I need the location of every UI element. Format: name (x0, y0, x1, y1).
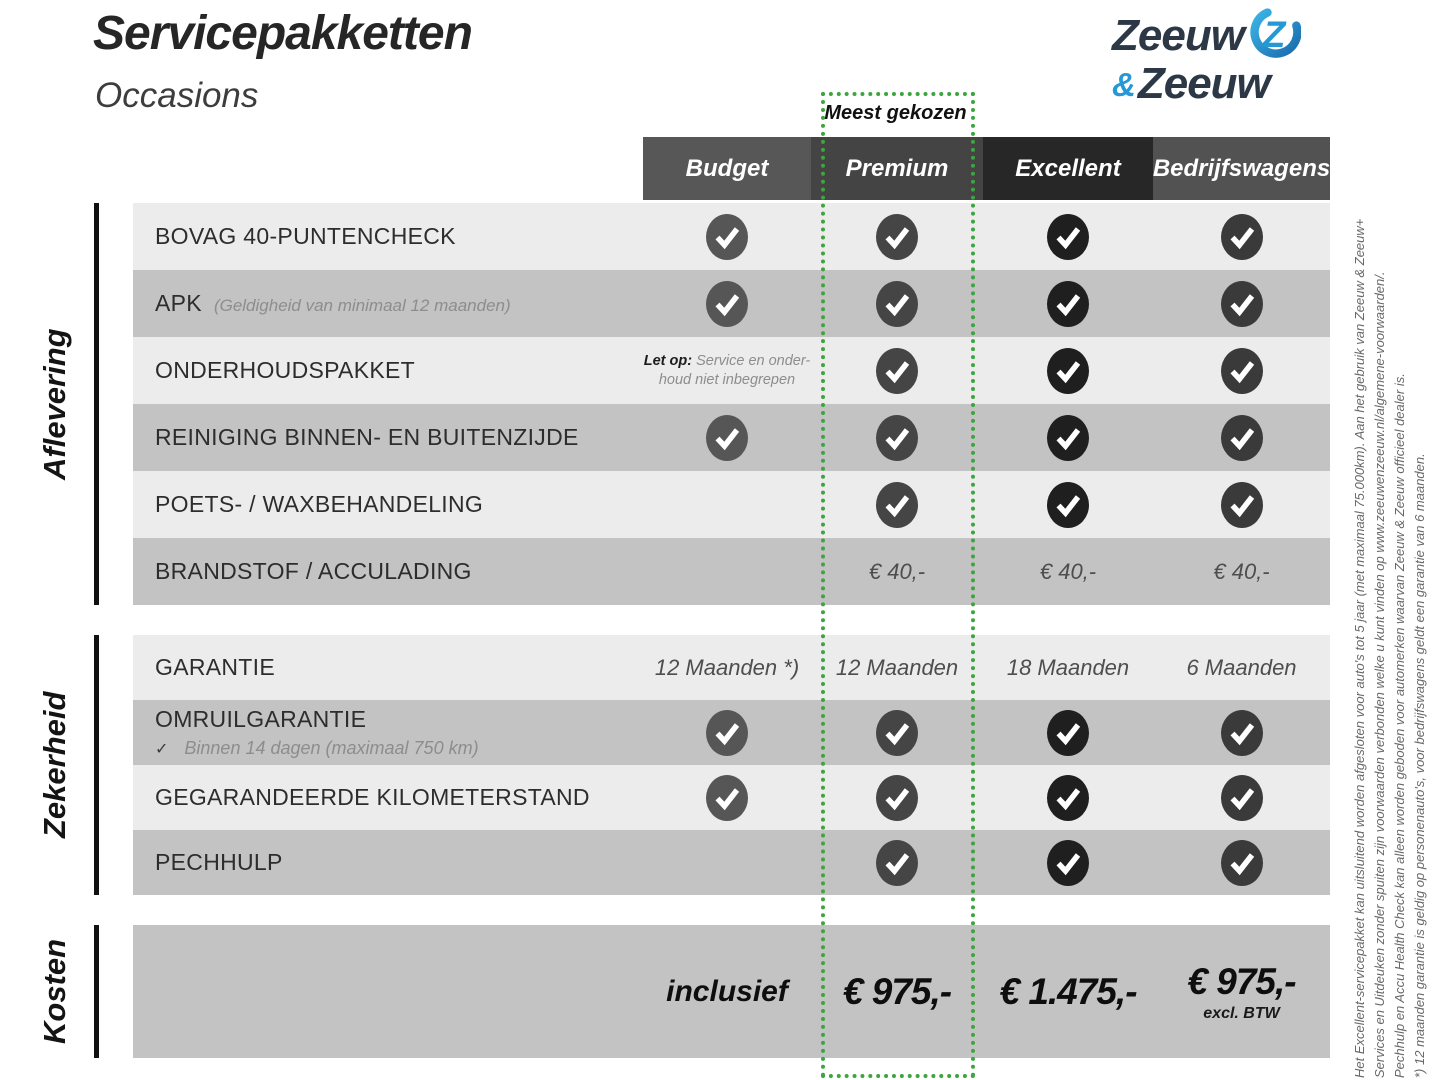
cell-premium-apk (811, 270, 983, 337)
check-icon (1221, 348, 1263, 394)
check-icon (1221, 710, 1263, 756)
cost-value: inclusief (666, 974, 788, 1008)
cell-excellent-gegarandeerde-kilometerstand (983, 765, 1153, 830)
check-icon (1047, 214, 1089, 260)
check-icon (876, 840, 918, 886)
cell-excellent-onderhoudspakket (983, 337, 1153, 404)
cost-value: € 975,- (1187, 960, 1296, 1002)
cell-excellent-garantie (983, 635, 1153, 700)
terms-line-4: *) 12 maanden garantie is geldig op personenauto's, voor bedrijfswagens geldt een garantie van 6 maanden. (1412, 453, 1427, 1078)
row-label (155, 203, 456, 270)
check-icon (1221, 840, 1263, 886)
check-icon (706, 775, 748, 821)
cell-excellent-reiniging-binnen-en-buitenzijde (983, 404, 1153, 471)
cost-premium (811, 925, 983, 1058)
check-icon (1221, 281, 1263, 327)
row-label-text: BOVAG 40-PUNTENCHECK (155, 223, 456, 249)
section-label-aflevering: Aflevering (37, 328, 72, 480)
check-icon (1047, 710, 1089, 756)
svg-text:Z: Z (1262, 12, 1286, 55)
row-label (155, 404, 579, 471)
cell-bedrijfswagens-onderhoudspakket (1153, 337, 1330, 404)
cell-budget-pechhulp (643, 830, 811, 895)
cell-excellent-brandstof-acculading (983, 538, 1153, 605)
row-gegarandeerde-kilometerstand (133, 765, 1330, 830)
row-reiniging-binnen-en-buitenzijde (133, 404, 1330, 471)
row-garantie (133, 635, 1330, 700)
cell-value: 18 Maanden (1006, 654, 1130, 680)
cell-budget-reiniging-binnen-en-buitenzijde (643, 404, 811, 471)
cell-budget-apk (643, 270, 811, 337)
check-icon (1047, 281, 1089, 327)
row-label (155, 471, 483, 538)
cost-bedrijfswagens (1153, 925, 1330, 1058)
row-label-text: ONDERHOUDSPAKKET (155, 357, 415, 383)
cell-premium-onderhoudspakket (811, 337, 983, 404)
check-icon (876, 214, 918, 260)
column-header-bedrijfswagens: Bedrijfswagens (1153, 137, 1330, 200)
row-poets-waxbehandeling (133, 471, 1330, 538)
row-label (155, 337, 415, 404)
terms-sidebar (1350, 95, 1438, 1078)
cell-budget-omruilgarantie (643, 700, 811, 765)
cell-value: 12 Maanden (835, 654, 959, 680)
check-icon (876, 710, 918, 756)
cell-premium-pechhulp (811, 830, 983, 895)
row-label-text: GARANTIE (155, 654, 275, 680)
check-icon (1221, 214, 1263, 260)
cell-budget-garantie (643, 635, 811, 700)
terms-line-2: Services en Uitdeuken zonder spuiten zijn voorwaarden verbonden welke u kunt vinden op www.zeeuwenzeeuw.nl/algemene-voorwaarden/. (1372, 271, 1387, 1078)
cell-budget-onderhoudspakket (643, 337, 811, 404)
check-icon (1221, 415, 1263, 461)
row-label-text: POETS- / WAXBEHANDELING (155, 491, 484, 517)
row-brandstof-acculading (133, 538, 1330, 605)
cell-budget-gegarandeerde-kilometerstand (643, 765, 811, 830)
row-label-text: BRANDSTOF / ACCULADING (155, 558, 472, 584)
row-label (155, 270, 511, 337)
check-icon (876, 281, 918, 327)
meest-gekozen-label: Meest gekozen (824, 102, 967, 124)
cell-excellent-omruilgarantie (983, 700, 1153, 765)
section-line-zekerheid (94, 635, 99, 895)
page-title: Servicepakketten (93, 7, 472, 60)
cell-excellent-pechhulp (983, 830, 1153, 895)
cell-excellent-poets-waxbehandeling (983, 471, 1153, 538)
check-icon (706, 281, 748, 327)
cost-value: € 1.475,- (999, 970, 1137, 1012)
cell-bedrijfswagens-gegarandeerde-kilometerstand (1153, 765, 1330, 830)
page-subtitle: Occasions (95, 76, 259, 115)
row-label-text: OMRUILGARANTIE (155, 706, 367, 732)
terms-line-1: Het Excellent-servicepakket kan uitsluitend worden afgesloten voor auto's tot 5 jaar (met maximaal 75.000km). Aan het gebruik van Zeeuw & Zeeuw+ (1352, 218, 1367, 1078)
row-label (155, 538, 472, 605)
cell-bedrijfswagens-pechhulp (1153, 830, 1330, 895)
row-label (155, 700, 479, 765)
check-icon (876, 415, 918, 461)
cost-budget (643, 925, 811, 1058)
kosten-bar (133, 925, 1330, 1058)
cell-bedrijfswagens-bovag-40-puntencheck (1153, 203, 1330, 270)
cell-budget-bovag-40-puntencheck (643, 203, 811, 270)
cell-value: € 40,- (1213, 558, 1270, 584)
row-sub-text: Binnen 14 dagen (maximaal 750 km) (184, 738, 479, 758)
cell-bedrijfswagens-omruilgarantie (1153, 700, 1330, 765)
row-label-text: GEGARANDEERDE KILOMETERSTAND (155, 784, 590, 810)
row-label (155, 635, 275, 700)
check-icon (706, 415, 748, 461)
check-icon (1221, 482, 1263, 528)
cell-premium-omruilgarantie (811, 700, 983, 765)
cost-excellent (983, 925, 1153, 1058)
row-onderhoudspakket (133, 337, 1330, 404)
cell-budget-brandstof-acculading (643, 538, 811, 605)
check-icon (1047, 348, 1089, 394)
small-check-icon: ✓ (155, 741, 169, 758)
logo-ampersand: & (1112, 65, 1136, 103)
cell-excellent-bovag-40-puntencheck (983, 203, 1153, 270)
cell-excellent-apk (983, 270, 1153, 337)
row-omruilgarantie (133, 700, 1330, 765)
row-label (155, 830, 283, 895)
section-line-kosten (94, 925, 99, 1058)
cell-premium-bovag-40-puntencheck (811, 203, 983, 270)
cell-premium-garantie (811, 635, 983, 700)
check-icon (1047, 775, 1089, 821)
row-label-text: APK (155, 290, 202, 316)
check-icon (706, 710, 748, 756)
logo-z-globe-icon (1247, 6, 1301, 60)
check-icon (1221, 775, 1263, 821)
column-header-premium: Premium (811, 137, 983, 200)
cell-premium-poets-waxbehandeling (811, 471, 983, 538)
cell-budget-poets-waxbehandeling (643, 471, 811, 538)
section-line-aflevering (94, 203, 99, 605)
cell-premium-gegarandeerde-kilometerstand (811, 765, 983, 830)
let-op-note: Let op: Service en onder- houd niet inbegrepen (643, 352, 811, 388)
cell-bedrijfswagens-garantie (1153, 635, 1330, 700)
cost-note: excl. BTW (1203, 1004, 1280, 1022)
logo-word-zeeuw-1: Zeeuw (1112, 11, 1244, 60)
row-label-note: (Geldigheid van minimaal 12 maanden) (213, 296, 511, 315)
cell-value: 6 Maanden (1186, 654, 1297, 680)
terms-line-3: Pechhulp en Accu Health Check kan alleen worden geboden voor automerken waarvan Zeeuw & Zeeuw officieel dealer is. (1392, 373, 1407, 1078)
check-icon (876, 482, 918, 528)
row-label-text: PECHHULP (155, 849, 283, 875)
check-icon (1047, 415, 1089, 461)
cell-bedrijfswagens-poets-waxbehandeling (1153, 471, 1330, 538)
row-label-text: REINIGING BINNEN- EN BUITENZIJDE (155, 424, 579, 450)
cell-value: € 40,- (868, 558, 926, 584)
check-icon (1047, 840, 1089, 886)
logo-word-zeeuw-2: Zeeuw (1137, 59, 1270, 108)
row-pechhulp (133, 830, 1330, 895)
cell-value: 12 Maanden *) (654, 654, 800, 680)
column-header-excellent: Excellent (983, 137, 1153, 200)
cell-bedrijfswagens-brandstof-acculading (1153, 538, 1330, 605)
cell-value: € 40,- (1039, 558, 1097, 584)
section-label-zekerheid: Zekerheid (37, 691, 72, 839)
cell-premium-reiniging-binnen-en-buitenzijde (811, 404, 983, 471)
section-label-kosten: Kosten (37, 938, 72, 1045)
cell-bedrijfswagens-apk (1153, 270, 1330, 337)
cost-value: € 975,- (842, 970, 952, 1012)
row-label (155, 765, 590, 830)
check-icon (706, 214, 748, 260)
cell-premium-brandstof-acculading (811, 538, 983, 605)
row-apk (133, 270, 1330, 337)
row-bovag-40-puntencheck (133, 203, 1330, 270)
check-icon (1047, 482, 1089, 528)
zeeuw-en-zeeuw-logo (1112, 12, 1332, 106)
check-icon (876, 775, 918, 821)
check-icon (876, 348, 918, 394)
cell-bedrijfswagens-reiniging-binnen-en-buitenzijde (1153, 404, 1330, 471)
column-header-budget: Budget (643, 137, 811, 200)
